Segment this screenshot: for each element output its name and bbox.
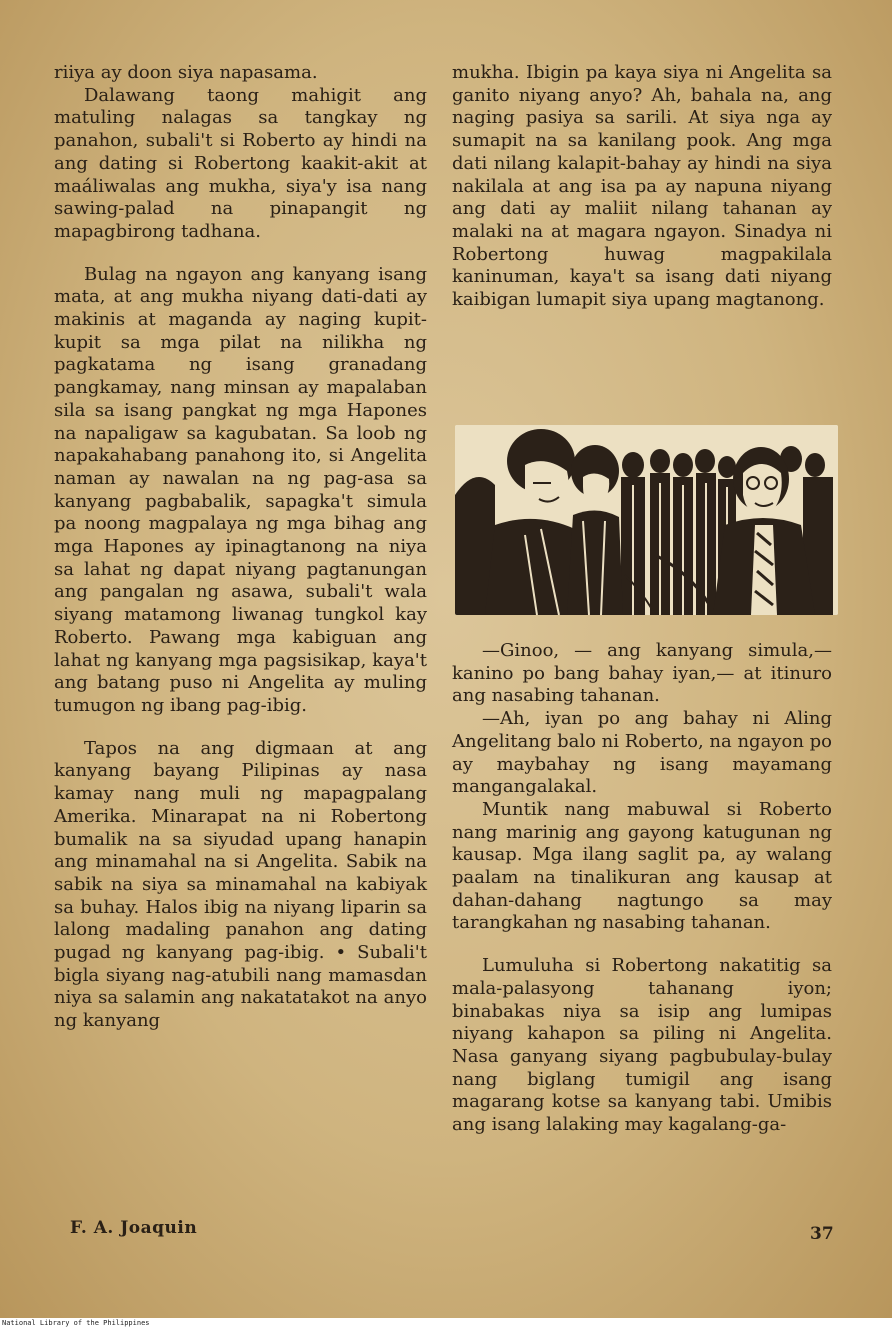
paragraph: Tapos na ang digmaan at ang kanyang bayang Pilipinas ay nasa kamay nang muli ng mapagpalang Amerika. Minarapat na ni Robertong bumalik na sa siyudad upang hanapin ang minamahal na si Angelita. Sabik na sabik na siya sa minamahal na kabiyak sa buhay. Halos ibig na niyang liparin sa lalong madaling panahon ang dating pugad ng kanyang pag-ibig. • Subali't bigla siyang nag-atubili nang mamasdan niya sa salamin ang nakatatakot na anyo ng kanyang xyxy=(54,737,427,1032)
right-text-column xyxy=(452,62,832,312)
paragraph: —Ginoo, — ang kanyang simula,—kanino po bang bahay iyan,— at itinuro ang nasabing tahanan. xyxy=(452,640,832,707)
paragraph: Lumuluha si Robertong nakatitig sa mala-palasyong tahanang iyon; binabakas niya sa isip ang lumipas niyang kahapon sa piling ni Angelita. Nasa ganyang siyang pagbubulay-bulay nang biglang tumigil ang isang magarang kotse sa kanyang tabi. Umibis ang isang lalaking may kagalang-ga- xyxy=(452,955,832,1136)
paragraph: —Ah, iyan po ang bahay ni Aling Angelitang balo ni Roberto, na ngayon po ay maybahay ng isang mayamang mangangalakal. xyxy=(452,708,832,798)
right-text-column-bottom xyxy=(452,640,832,1137)
paragraph: Dalawang taong mahigit ang matuling nalagas sa tangkay ng panahon, subali't si Roberto ay hindi na ang dating si Robertong kaakit-akit at maáliwalas ang mukha, siya'y isa nang sawing-palad na pinapangit ng mapagbirong tadhana. xyxy=(54,84,427,242)
paragraph: riiya ay doon siya napasama. xyxy=(54,62,318,83)
paragraph: Muntik nang mabuwal si Roberto nang marinig ang gayong katugunan ng kausap. Mga ilang saglit pa, ay walang paalam na tinalikuran ang kausap at dahan-dahang nagtungo sa may tarangkahan ng nasabing tahanan. xyxy=(452,798,832,934)
paragraph: mukha. Ibigin pa kaya siya ni Angelita sa ganito niyang anyo? Ah, bahala na, ang naging pasiya sa sarili. At siya nga ay sumapit na sa kanilang pook. Ang mga dati nilang kalapit-bahay ay hindi na siya nakilala at ang isa pa ay napuna niyang ang dati ay maliit nilang tahanan ay malaki na at magara ngayon. Sinadya ni Robertong huwag magpakilala kaninuman, kaya't sa isang dati niyang kaibigan lumapit siya upang magtanong. xyxy=(452,62,832,311)
library-credit: National Library of the Philippines xyxy=(2,1319,150,1327)
paragraph: Bulag na ngayon ang kanyang isang mata, at ang mukha niyang dati-dati ay makinis at maganda ay naging kupit-kupit sa mga pilat na nilikha ng pagkatama ng isang granadang pangkamay, nang minsan ay mapalaban sila sa isang pangkat ng mga Hapones na napaligaw sa kagubatan. Sa loob ng napakahabang panahong ito, si Angelita naman ay nawalan na ng pag-asa sa kanyang pagbabalik, sapagka't simula pa noong magpalaya ng mga bihag ang mga Hapones ay ipinagtanong na niya sa lahat ng dapat niyang pagtanungan ang pangalan ng asawa, subali't wala siyang matamong liwanag tungkol kay Roberto. Pawang mga kabiguan ang lahat ng kanyang mga pagsisikap, kaya't ang batang puso ni Angelita ay muling tumugon ng ibang pag-ibig. xyxy=(54,263,427,716)
author-byline: F. A. Joaquin xyxy=(70,1218,198,1238)
page-number: 37 xyxy=(810,1224,834,1244)
left-text-column xyxy=(54,62,427,1033)
woodcut-crowd-illustration xyxy=(455,425,838,615)
story-illustration xyxy=(455,425,838,615)
